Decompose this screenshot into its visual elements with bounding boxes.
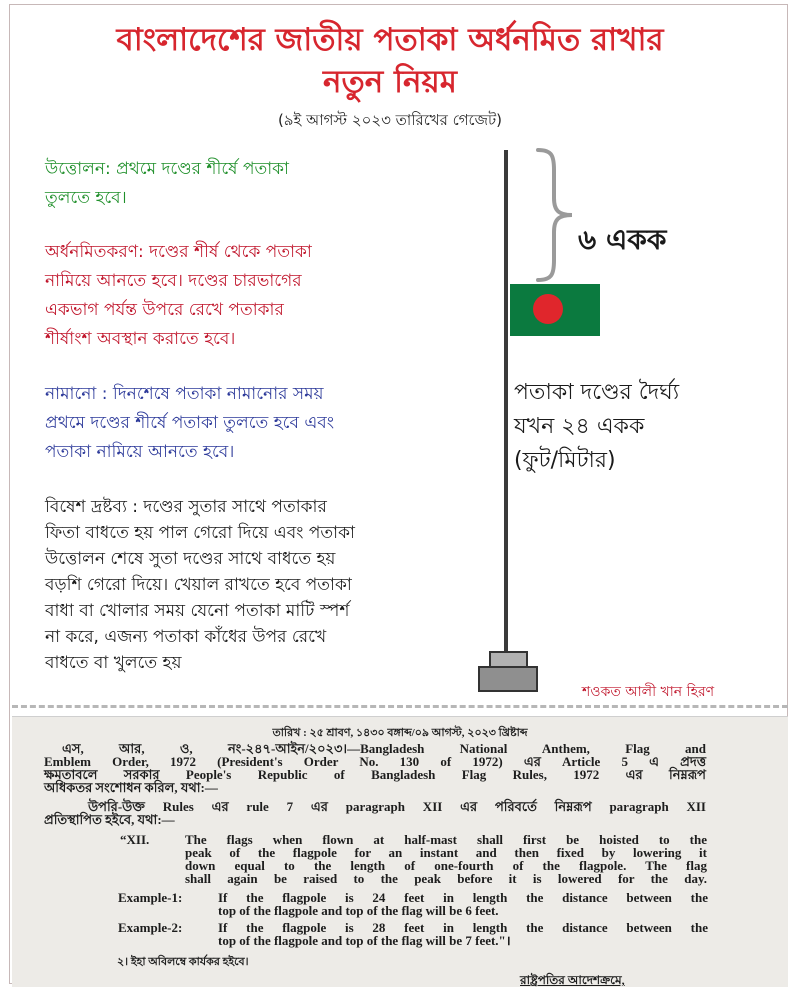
example-label: Example-2: xyxy=(118,920,183,935)
gazette-line: top of the flagpole and top of the flag will be 7 feet."। xyxy=(218,933,511,948)
instruction-line: প্রথমে দণ্ডের শীর্ষে পতাকা তুলতে হবে এবং xyxy=(45,413,335,433)
paragraph-label: “XII. xyxy=(120,832,150,847)
page-title-line-2: নতুন নিয়ম xyxy=(323,64,457,100)
instruction-line: বিষেশ দ্রষ্টব্য : দণ্ডের সুতার সাথে পতাকার xyxy=(45,497,327,517)
example-1 xyxy=(118,891,708,917)
hoisting-instruction xyxy=(45,155,475,213)
instruction-line: না করে, এজন্য পতাকা কাঁধের উপর রেখে xyxy=(45,627,327,647)
instruction-line: উত্তোলন শেষে সুতা দণ্ডের সাথে বাধতে হয় xyxy=(45,549,336,569)
gazette-line: If the flagpole is 24 feet in length the distance between the xyxy=(218,890,708,905)
paragraph-body xyxy=(185,833,707,885)
commencement-clause: ২। ইহা অবিলম্বে কার্যকর হইবে। xyxy=(117,956,249,968)
example-2 xyxy=(118,921,708,947)
paragraph-xii xyxy=(120,833,707,885)
flagpole-base-bottom xyxy=(478,666,538,692)
gazette-line: If the flagpole is 28 feet in length the distance between the xyxy=(218,920,708,935)
instruction-line: বড়শি গেরো দিয়ে। খেয়াল রাখতে হবে পতাকা xyxy=(45,575,352,595)
gazette-excerpt xyxy=(12,717,788,987)
flag-red-disc xyxy=(533,294,563,324)
gazette-line: The flags when flown at half-mast shall first be hoisted to the xyxy=(185,832,707,847)
example-body xyxy=(218,891,708,917)
gazette-line: Emblem Order, 1972 (President's Order No. 130 of 1972) এর Article 5 এ প্রদত্ত xyxy=(44,754,706,769)
signature-line: রাষ্ট্রপতির আদেশক্রমে, xyxy=(520,973,625,987)
example-label: Example-1: xyxy=(118,890,183,905)
gazette-line: shall again be raised to the peak before it is lowered for the day. xyxy=(185,871,707,886)
bangladesh-flag xyxy=(510,284,600,336)
gazette-substitution xyxy=(44,800,706,826)
brace-icon xyxy=(534,146,579,286)
pole-length-line: (ফুট/মিটার) xyxy=(514,448,616,473)
instruction-line: পতাকা নামিয়ে আনতে হবে। xyxy=(45,442,235,462)
instruction-line: অর্ধনমিতকরণ: দণ্ডের শীর্ষ থেকে পতাকা xyxy=(45,242,312,262)
instruction-line: উত্তোলন: প্রথমে দণ্ডের শীর্ষে পতাকা xyxy=(45,159,289,179)
page-subtitle: (৯ই আগস্ট ২০২৩ তারিখের গেজেট) xyxy=(277,111,503,129)
pole-length-line: পতাকা দণ্ডের দৈর্ঘ্য xyxy=(514,380,680,405)
gazette-line: top of the flagpole and top of the flag will be 6 feet. xyxy=(218,903,499,918)
gazette-line: এস, আর, ও, নং-২৪৭-আইন/২০২৩।—Bangladesh National Anthem, Flag and xyxy=(62,741,706,756)
author-credit: শওকত আলী খান হিরণ xyxy=(582,684,715,700)
gazette-line: উপরি-উক্ত Rules এর rule 7 এর paragraph XII এর পরিবর্তে নিম্নরূপ paragraph XII xyxy=(88,799,706,814)
special-note xyxy=(45,494,475,676)
gazette-line: প্রতিস্থাপিত হইবে, যথা:— xyxy=(44,812,175,827)
flagpole xyxy=(504,150,508,651)
page-title-line-1: বাংলাদেশের জাতীয় পতাকা অর্ধনমিত রাখার xyxy=(116,22,664,58)
instruction-line: একভাগ পর্যন্ত উপরে রেখে পতাকার xyxy=(45,300,284,320)
gazette-date-line: তারিখ : ২৫ শ্রাবণ, ১৪৩০ বঙ্গাব্দ/০৯ আগস্ট, ২০২৩ খ্রিষ্টাব্দ xyxy=(272,727,528,739)
pole-length-line: যখন ২৪ একক xyxy=(514,414,645,439)
gazette-line: ক্ষমতাবলে সরকার People's Republic of Bangladesh Flag Rules, 1972 এর নিম্নরূপ xyxy=(44,767,706,782)
instruction-line: বাধতে বা খুলতে হয় xyxy=(45,653,182,673)
pole-length-label xyxy=(514,376,774,478)
gazette-line: অধিকতর সংশোধন করিল, যথা:— xyxy=(44,780,218,795)
instruction-line: নামিয়ে আনতে হবে। দণ্ডের চারভাগের xyxy=(45,271,302,291)
gazette-preamble xyxy=(44,742,706,794)
half-mast-instruction xyxy=(45,238,475,354)
instruction-line: তুলতে হবে। xyxy=(45,188,127,208)
lowering-instruction xyxy=(45,380,475,467)
instruction-line: নামানো : দিনশেষে পতাকা নামানোর সময় xyxy=(45,384,324,404)
example-body xyxy=(218,921,708,947)
instruction-line: শীর্ষাংশ অবস্থান করাতে হবে। xyxy=(45,329,236,349)
gazette-line: down equal to the length of one-fourth of the flagpole. The flag xyxy=(185,858,707,873)
instruction-line: ফিতা বাধতে হয় পাল গেরো দিয়ে এবং পতাকা xyxy=(45,523,355,543)
gazette-line: peak of the flagpole for an instant and then fixed by lowering it xyxy=(185,845,707,860)
top-gap-label: ৬ একক xyxy=(578,223,667,256)
instruction-line: বাধা বা খোলার সময় যেনো পতাকা মাটি স্পর্শ xyxy=(45,601,350,621)
